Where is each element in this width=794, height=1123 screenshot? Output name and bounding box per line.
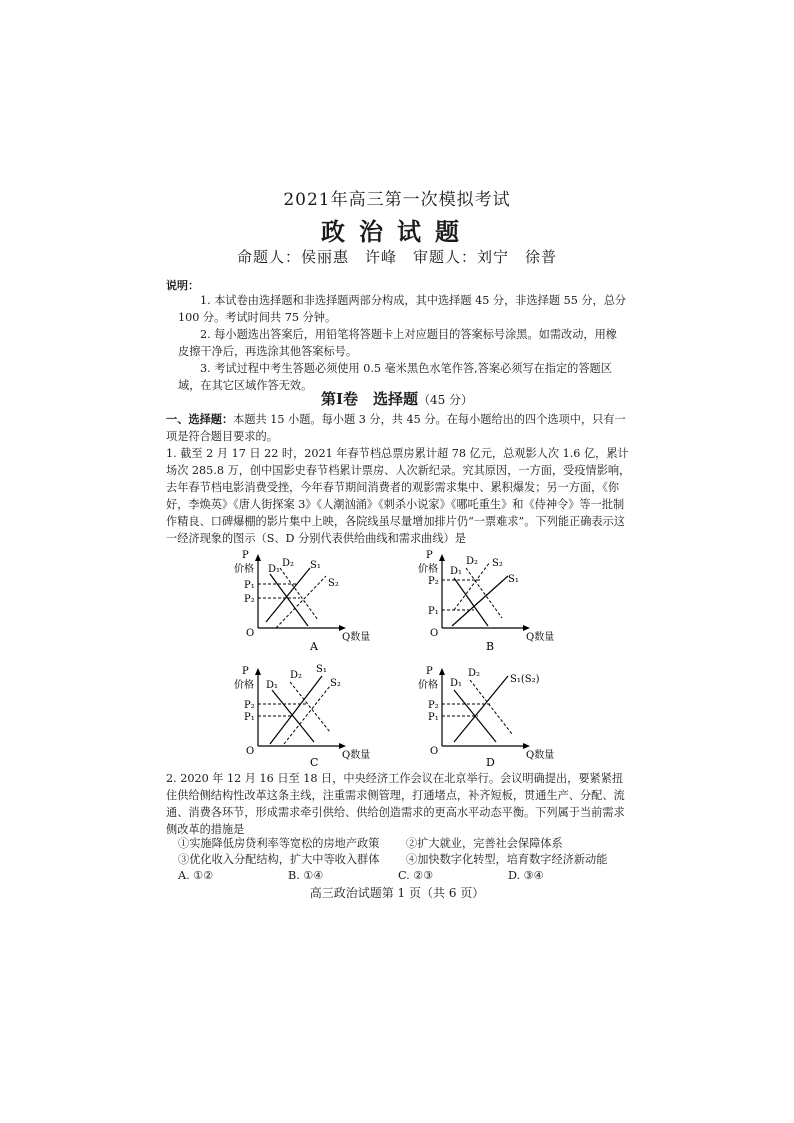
graph-c-letter: C xyxy=(310,756,319,769)
reviewer-2: 徐普 xyxy=(525,248,558,266)
graph-b-q-label: Q数量 xyxy=(526,632,555,643)
q2-option-c: C. ②③ xyxy=(398,869,434,882)
setter-2: 许峰 xyxy=(364,248,397,266)
section-name: 第Ⅰ卷 选择题 xyxy=(320,390,418,408)
q2-option-a: A. ①② xyxy=(178,869,214,882)
graph-b-d1: D₁ xyxy=(450,566,463,577)
q2-item-1: ①实施降低房贷利率等宽松的房地产政策 xyxy=(178,837,380,850)
graph-c-origin: O xyxy=(246,746,255,757)
graph-d-p-label: P xyxy=(426,666,433,677)
graph-b-p1: P₁ xyxy=(428,606,439,617)
graph-b-s2: S₂ xyxy=(492,558,503,569)
graph-d-p2: P₂ xyxy=(428,700,439,711)
graph-c-q-label: Q数量 xyxy=(342,750,371,761)
graph-c-s1: S₁ xyxy=(316,664,327,675)
q2-item-2: ②扩大就业，完善社会保障体系 xyxy=(406,837,563,850)
graph-a-p2: P₂ xyxy=(244,594,255,605)
graph-b-s1: S₁ xyxy=(508,574,519,585)
graph-b-p2: P₂ xyxy=(428,576,439,587)
graph-d-p1: P₁ xyxy=(428,712,439,723)
reviewer-label: 审题人：刘宁 xyxy=(413,248,510,266)
graph-a-price-label: 价格 xyxy=(234,564,254,575)
question-2-text: 2. 2020 年 12 月 16 日至 18 日，中央经济工作会议在北京举行。会议明确提出，要紧紧扭住供给侧结构性改革这条主线，注重需求侧管理，打通堵点，补齐短板，贯通生产、分配、流通、消费各环节，形成需求牵引供给、供给创造需求的更高水平动态平衡。下列属于当前需求侧改革的措施是 xyxy=(166,772,625,836)
graph-b-p-label: P xyxy=(426,550,433,561)
question-2-items xyxy=(178,836,628,884)
graph-a-s2: S₂ xyxy=(328,578,339,589)
notes-heading: 说明： xyxy=(166,279,199,292)
graph-c-d1: D₁ xyxy=(266,680,279,691)
graph-b xyxy=(414,548,555,653)
q2-option-d: D. ③④ xyxy=(508,869,544,882)
graph-d-price-label: 价格 xyxy=(418,680,438,691)
graph-d-d1: D₁ xyxy=(450,678,463,689)
graph-c-d2: D₂ xyxy=(290,670,303,681)
section-title xyxy=(0,388,794,409)
graph-a-origin: O xyxy=(246,628,255,639)
graph-d-q-label: Q数量 xyxy=(526,750,555,761)
graph-c-price-label: 价格 xyxy=(234,680,254,691)
subject-title: 政治试题 xyxy=(321,217,473,246)
note-1: 1. 本试卷由选择题和非选择题两部分构成，其中选择题 45 分，非选择题 55 分，总分 100 分。考试时间共 75 分钟。 xyxy=(178,294,627,324)
graph-a xyxy=(230,548,371,653)
graph-b-letter: B xyxy=(486,640,495,653)
instruction-text: 本题共 15 小题。每小题 3 分，共 45 分。在每小题给出的四个选项中，只有一项是符合题目要求的。 xyxy=(166,413,626,443)
graph-d-origin: O xyxy=(430,746,439,757)
section-score: （45 分） xyxy=(417,393,474,407)
graph-a-s1: S₁ xyxy=(310,560,321,571)
graph-c-s2: S₂ xyxy=(330,678,341,689)
graph-b-price-label: 价格 xyxy=(418,564,438,575)
note-3: 3. 考试过程中考生答题必须使用 0.5 毫米黑色水笔作答,答案必须写在指定的答题区域，在其它区域作答无效。 xyxy=(178,362,612,392)
graph-b-d2: D₂ xyxy=(466,556,479,567)
section-instruction xyxy=(166,411,632,445)
graph-a-letter: A xyxy=(310,640,318,653)
q2-option-b: B. ①④ xyxy=(288,869,324,882)
graph-d-letter: D xyxy=(486,756,495,769)
page-footer: 高三政治试题第 1 页（共 6 页） xyxy=(309,886,485,900)
question-1-text: 1. 截至 2 月 17 日 22 时，2021 年春节档总票房累计超 78 亿元，总观影人次 1.6 亿，累计场次 285.8 万，创中国影史春节档累计票房、人次新纪录。究其原因，一方面，受疫情影响，去年春节档电影消费受挫，今年春节期间消费者的观影需求集中、累积爆发；另一方面，《你好，李焕英》《唐人街探案 3》《人潮汹涌》《刺杀小说家》《哪吒重生》和《侍神令》等一批制作精良、口碑爆棚的影片集中上映，各院线虽尽量增加排片仍“一票难求”。下列能正确表示这一经济现象的图示（S、D 分别代表供给曲线和需求曲线）是 xyxy=(166,447,631,545)
graph-c-p1: P₁ xyxy=(244,712,255,723)
graph-a-q-label: Q数量 xyxy=(342,632,371,643)
graph-c-p2: P₂ xyxy=(244,700,255,711)
graph-d-d2: D₂ xyxy=(468,668,481,679)
graph-c-p-label: P xyxy=(242,666,249,677)
graph-d xyxy=(414,662,564,767)
graph-c xyxy=(230,662,371,769)
setter-label: 命题人：侯丽惠 xyxy=(236,248,349,266)
graph-a-p1: P₁ xyxy=(244,580,255,591)
graph-a-p-label: P xyxy=(242,550,249,561)
instruction-head: 一、选择题： xyxy=(166,412,234,426)
graph-d-s1s2: S₁(S₂) xyxy=(510,674,540,685)
graph-a-d1: D₁ xyxy=(268,564,281,575)
graph-b-origin: O xyxy=(430,628,439,639)
exam-title: 2021年高三第一次模拟考试 xyxy=(283,190,511,210)
authors-line xyxy=(0,246,794,267)
q2-item-4: ④加快数字化转型，培育数字经济新动能 xyxy=(406,853,608,866)
note-2: 2. 每小题选出答案后，用铅笔将答题卡上对应题目的答案标号涂黑。如需改动，用橡皮擦干净后，再选涂其他答案标号。 xyxy=(178,328,617,358)
q2-item-3: ③优化收入分配结构，扩大中等收入群体 xyxy=(178,853,380,866)
graph-a-d2: D₂ xyxy=(282,558,295,569)
